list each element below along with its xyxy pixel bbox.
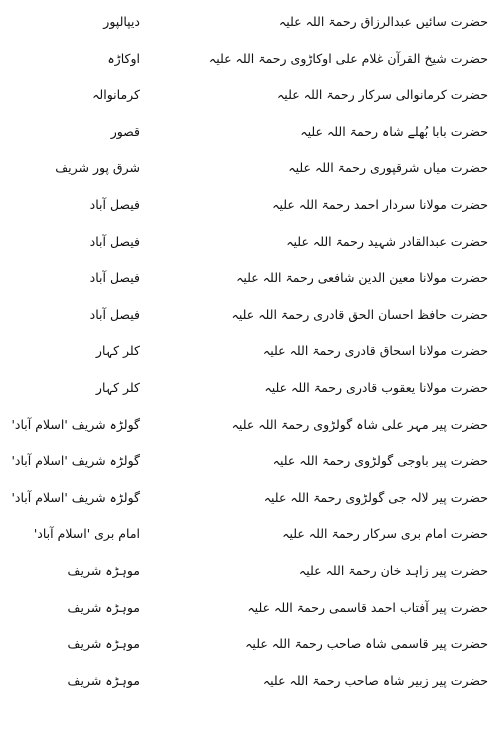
saint-name: حضرت مولانا معین الدین شافعی رحمۃ اللہ علیہ bbox=[236, 270, 488, 286]
list-item bbox=[0, 518, 500, 555]
saint-place: فیصل آباد bbox=[89, 233, 140, 249]
list-item bbox=[0, 445, 500, 482]
list-item bbox=[0, 299, 500, 336]
list-item bbox=[0, 43, 500, 80]
saint-name: حضرت شیخ القرآن غلام علی اوکاڑوی رحمۃ اللہ علیہ bbox=[208, 50, 488, 66]
saint-place: گولڑہ شریف 'اسلام آباد' bbox=[11, 416, 140, 432]
saint-name: حضرت بابا بُھلے شاہ رحمۃ اللہ علیہ bbox=[300, 123, 488, 139]
list-item bbox=[0, 555, 500, 592]
saint-place: موہڑہ شریف bbox=[67, 562, 140, 578]
saint-place: فیصل آباد bbox=[89, 270, 140, 286]
saint-name: حضرت مولانا اسحاق قادری رحمۃ اللہ علیہ bbox=[262, 343, 488, 359]
saint-name: حضرت کرمانوالی سرکار رحمۃ اللہ علیہ bbox=[276, 87, 488, 103]
list-item bbox=[0, 226, 500, 263]
list-item bbox=[0, 592, 500, 629]
list-item bbox=[0, 6, 500, 43]
list-item bbox=[0, 372, 500, 409]
saint-name: حضرت میاں شرقپوری رحمۃ اللہ علیہ bbox=[288, 160, 488, 176]
saint-name: حضرت امام بری سرکار رحمۃ اللہ علیہ bbox=[282, 526, 488, 542]
saint-place: گولڑہ شریف 'اسلام آباد' bbox=[11, 489, 140, 505]
list-item bbox=[0, 262, 500, 299]
saints-list bbox=[0, 6, 500, 701]
list-item bbox=[0, 409, 500, 446]
saint-name: حضرت مولانا یعقوب قادری رحمۃ اللہ علیہ bbox=[264, 379, 488, 395]
saint-place: موہڑہ شریف bbox=[67, 636, 140, 652]
saint-name: حضرت حافظ احسان الحق قادری رحمۃ اللہ علیہ bbox=[231, 306, 488, 322]
saint-place: کرمانوالہ bbox=[92, 87, 140, 103]
saint-place: قصور bbox=[110, 123, 140, 139]
saint-name: حضرت پیر زاہد خان رحمۃ اللہ علیہ bbox=[298, 562, 488, 578]
list-item bbox=[0, 152, 500, 189]
saint-name: حضرت پیر زبیر شاہ صاحب رحمۃ اللہ علیہ bbox=[262, 672, 488, 688]
list-item bbox=[0, 189, 500, 226]
saint-place: کلر کہار bbox=[95, 343, 140, 359]
saint-name: حضرت پیر مہر علی شاہ گولڑوی رحمۃ اللہ علیہ bbox=[231, 416, 488, 432]
saint-place: فیصل آباد bbox=[89, 306, 140, 322]
list-item bbox=[0, 482, 500, 519]
saint-place: گولڑہ شریف 'اسلام آباد' bbox=[11, 453, 140, 469]
list-item bbox=[0, 79, 500, 116]
saint-name: حضرت مولانا سردار احمد رحمۃ اللہ علیہ bbox=[272, 196, 488, 212]
saint-place: موہڑہ شریف bbox=[67, 599, 140, 615]
saint-place: موہڑہ شریف bbox=[67, 672, 140, 688]
saint-name: حضرت پیر قاسمی شاہ صاحب رحمۃ اللہ علیہ bbox=[245, 636, 488, 652]
list-item bbox=[0, 335, 500, 372]
list-item bbox=[0, 116, 500, 153]
saint-place: کلر کہار bbox=[95, 379, 140, 395]
saint-place: فیصل آباد bbox=[89, 196, 140, 212]
saint-name: حضرت پیر لالہ جی گولڑوی رحمۃ اللہ علیہ bbox=[263, 489, 488, 505]
saint-name: حضرت پیر باوجی گولڑوی رحمۃ اللہ علیہ bbox=[272, 453, 488, 469]
list-item bbox=[0, 665, 500, 702]
list-item bbox=[0, 628, 500, 665]
saint-name: حضرت پیر آفتاب احمد قاسمی رحمۃ اللہ علیہ bbox=[247, 599, 488, 615]
saint-name: حضرت سائیں عبدالرزاق رحمۃ اللہ علیہ bbox=[278, 14, 488, 29]
saint-place: شرق پور شریف bbox=[55, 160, 140, 176]
saint-name: حضرت عبدالقادر شہید رحمۃ اللہ علیہ bbox=[286, 233, 488, 249]
saint-place: امام بری 'اسلام آباد' bbox=[33, 526, 140, 542]
saint-place: اوکاڑہ bbox=[107, 50, 140, 66]
saint-place: دیپالپور bbox=[103, 14, 140, 29]
